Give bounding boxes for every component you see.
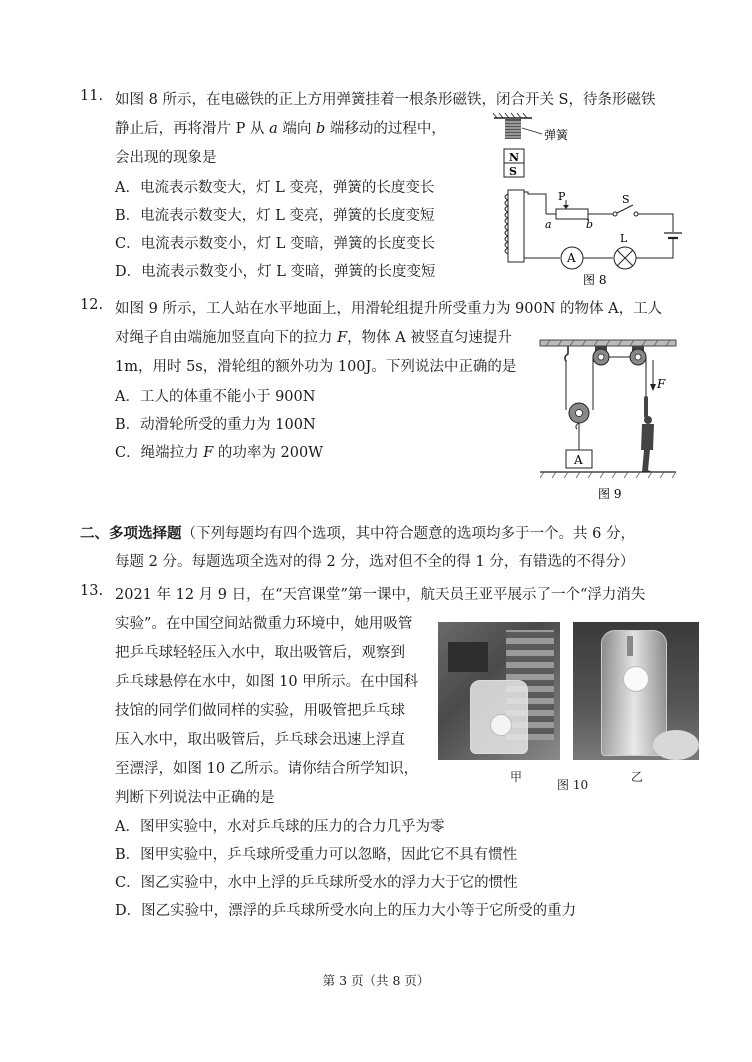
q13-stem-line3: 把乒乓球轻轻压入水中，取出吸管后，观察到	[115, 645, 405, 661]
q12-stem-text: ，物体 A 被竖直匀速提升	[347, 330, 512, 346]
block-a-label: A	[574, 453, 583, 467]
ping-pong-ball-suspended	[490, 714, 512, 736]
switch-s-label: S	[622, 193, 630, 206]
q12-stem-line1: 如图 9 所示，工人站在水平地面上，用滑轮组提升所受重力为 900N 的物体 A，工人	[115, 301, 663, 317]
rheostat	[556, 209, 588, 219]
q11-number: 11.	[80, 88, 104, 104]
figure-10-photo-yi	[573, 622, 699, 760]
q13-stem-line1: 2021 年 12 月 9 日，在“天宫课堂”第一课中，航天员王亚平展示了一个“浮力消失	[115, 587, 646, 603]
q13-stem-line7: 至漂浮，如图 10 乙所示。请你结合所学知识，	[115, 761, 419, 777]
electromagnet	[508, 190, 524, 262]
q13-option-d[interactable]: D．图乙实验中，漂浮的乒乓球所受水向上的压力大小等于它所受的重力	[115, 903, 577, 919]
q11-option-c[interactable]: C．电流表示数变小，灯 L 变暗，弹簧的长度变长	[115, 236, 435, 252]
q12-option-c[interactable]	[115, 441, 323, 462]
photo-foreground-cup	[653, 730, 699, 760]
photo-background-dark	[448, 642, 488, 672]
figure-9-caption: 图 9	[598, 487, 622, 501]
magnet-n-label: N	[509, 151, 520, 164]
straw	[627, 636, 633, 656]
q13-option-b[interactable]: B．图甲实验中，乒乓球所受重力可以忽略，因此它不具有惯性	[115, 847, 518, 863]
q11-option-b[interactable]: B．电流表示数变大，灯 L 变亮，弹簧的长度变短	[115, 208, 435, 224]
magnet-s-label: S	[509, 165, 517, 178]
figure-9-pulley	[538, 338, 688, 503]
figure-10-label-yi: 乙	[631, 770, 644, 784]
worker-figure	[641, 396, 654, 472]
q12-option-c-force-f: F	[203, 445, 214, 461]
q11-stem-end-b: b	[315, 121, 326, 137]
section-2-title: 二、多项选择题	[80, 525, 182, 542]
q11-option-d[interactable]: D．电流表示数变小，灯 L 变暗，弹簧的长度变短	[115, 264, 436, 280]
section-2-heading	[80, 522, 635, 543]
q13-stem-line2: 实验”。在中国空间站微重力环境中，她用吸管	[115, 616, 413, 632]
q12-stem-force-f: F	[337, 330, 348, 346]
section-2-desc2: 每题 2 分。每题选项全选对的得 2 分，选对但不全的得 1 分，有错选的不得分）	[115, 554, 635, 570]
q12-option-c-text: C．绳端拉力	[115, 445, 204, 461]
q12-stem-text: 对绳子自由端施加竖直向下的拉力	[115, 330, 338, 346]
q11-stem-end-a: a	[269, 121, 278, 137]
q13-stem-line4: 乒乓球悬停在水中，如图 10 甲所示。在中国科	[115, 674, 419, 690]
q11-option-a[interactable]: A．电流表示数变大，灯 L 变亮，弹簧的长度变长	[115, 180, 435, 196]
q12-number: 12.	[80, 297, 104, 313]
rheostat-end-a-label: a	[545, 218, 552, 231]
page-footer: 第 3 页（共 8 页）	[322, 973, 430, 988]
q11-stem-text: 端移动的过程中，	[325, 121, 446, 137]
figure-10-label-jia: 甲	[510, 770, 523, 784]
q11-stem-line1: 如图 8 所示，在电磁铁的正上方用弹簧挂着一根条形磁铁，闭合开关 S，待条形磁铁	[115, 92, 656, 108]
q11-stem-text: 静止后，再将滑片 P 从	[115, 121, 270, 137]
lamp-label: L	[620, 232, 628, 245]
q13-stem-line8: 判断下列说法中正确的是	[115, 790, 275, 806]
q11-stem-text: 端向	[277, 121, 316, 137]
figure-8-caption: 图 8	[583, 273, 607, 287]
q11-stem-line2	[115, 117, 446, 138]
spring-label: 弹簧	[544, 128, 569, 142]
force-f-label: F	[657, 377, 666, 391]
q12-stem-line3: 1m，用时 5s，滑轮组的额外功为 100J。下列说法中正确的是	[115, 359, 517, 375]
figure-8-circuit	[488, 112, 688, 292]
q12-stem-line2	[115, 326, 512, 347]
rheostat-end-b-label: b	[586, 218, 594, 231]
switch	[613, 212, 617, 216]
q13-stem-line5: 技馆的同学们做同样的实验，用吸管把乒乓球	[115, 703, 405, 719]
q13-stem-line6: 压入水中，取出吸管后，乒乓球会迅速上浮直	[115, 732, 405, 748]
ammeter-label: A	[567, 251, 576, 265]
section-2-desc1: （下列每题均有四个选项，其中符合题意的选项均多于一个。共 6 分，	[181, 526, 635, 542]
q12-option-a[interactable]: A．工人的体重不能小于 900N	[115, 389, 316, 405]
slider-p-label: P	[558, 190, 566, 203]
q12-option-c-text: 的功率为 200W	[213, 445, 324, 461]
q13-number: 13.	[80, 583, 104, 599]
figure-10-photo-jia	[438, 622, 560, 760]
q13-option-a[interactable]: A．图甲实验中，水对乒乓球的压力的合力几乎为零	[115, 819, 445, 835]
q12-option-b[interactable]: B．动滑轮所受的重力为 100N	[115, 417, 316, 433]
q11-stem-line3: 会出现的现象是	[115, 150, 217, 166]
figure-10-caption: 图 10	[557, 778, 589, 792]
ping-pong-ball-floating	[623, 666, 649, 692]
q13-option-c[interactable]: C．图乙实验中，水中上浮的乒乓球所受水的浮力大于它的惯性	[115, 875, 518, 891]
